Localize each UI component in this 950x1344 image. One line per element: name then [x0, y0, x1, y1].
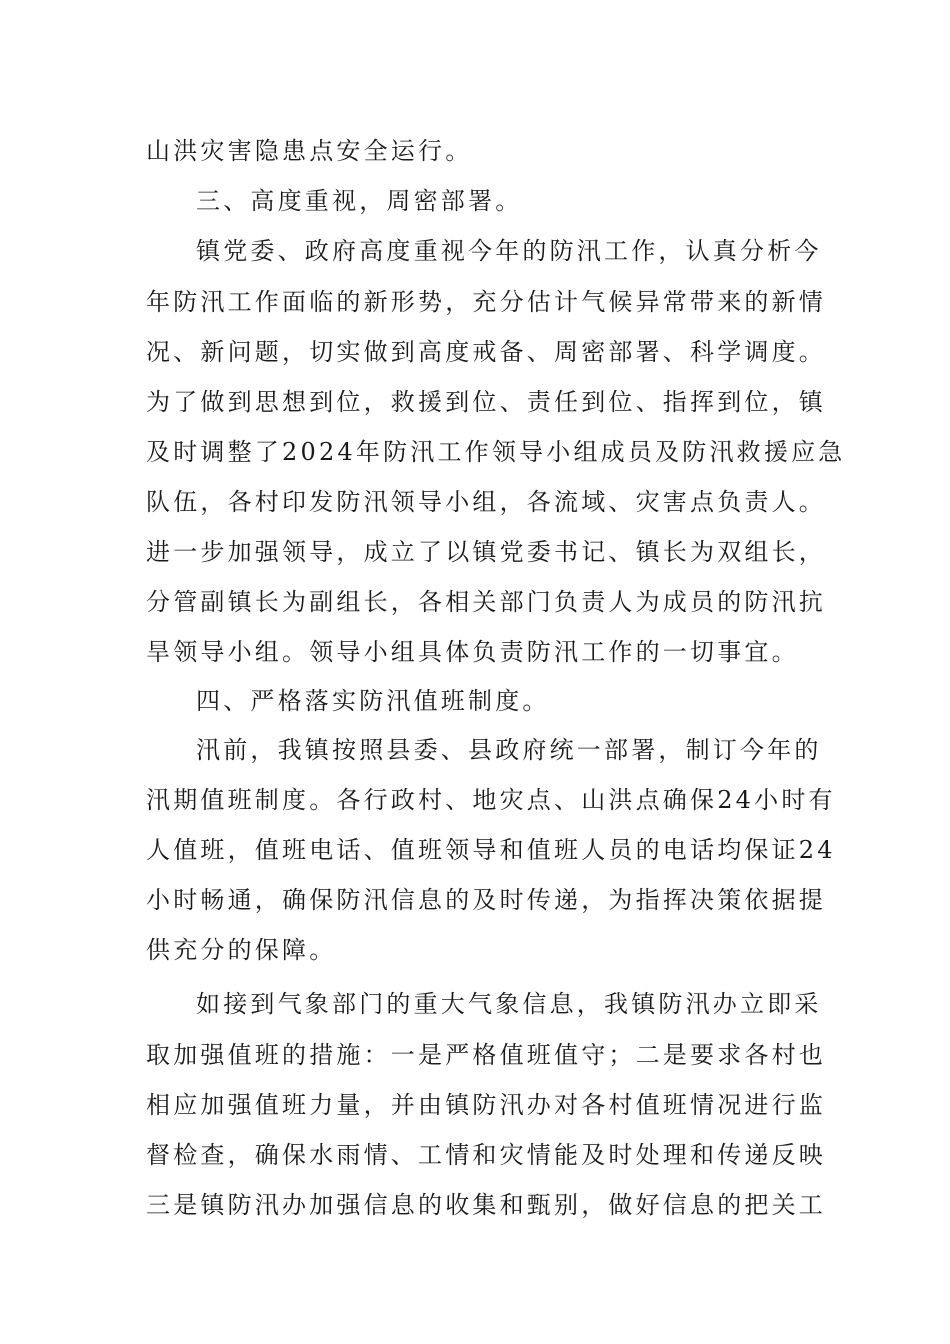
text-line: 进一步加强领导，成立了以镇党委书记、镇长为双组长， [146, 538, 826, 566]
text-line: 相应加强值班力量，并由镇防汛办对各村值班情况进行监 [146, 1091, 826, 1119]
text-line: 供充分的保障。 [146, 936, 337, 964]
text-line: 取加强值班的措施：一是严格值班值守；二是要求各村也 [146, 1041, 826, 1069]
section-heading: 四、严格落实防汛值班制度。 [196, 687, 550, 715]
text-line: 分管副镇长为副组长，各相关部门负责人为成员的防汛抗 [146, 588, 826, 616]
text-line: 督检查，确保水雨情、工情和灾情能及时处理和传递反映 [146, 1141, 826, 1169]
text-line: 山洪灾害隐患点安全运行。 [146, 137, 473, 165]
text-line: 汛前，我镇按照县委、县政府统一部署，制订今年的 [196, 736, 822, 764]
text-line: 队伍，各村印发防汛领导小组，各流域、灾害点负责人。 [146, 488, 826, 516]
text-line: 三是镇防汛办加强信息的收集和甄别，做好信息的把关工 [146, 1191, 826, 1219]
text-line: 况、新问题，切实做到高度戒备、周密部署、科学调度。 [146, 338, 826, 366]
text-line: 及时调整了2024年防汛工作领导小组成员及防汛救援应急 [146, 438, 846, 466]
text-line: 镇党委、政府高度重视今年的防汛工作，认真分析今 [196, 237, 822, 265]
text-line: 小时畅通，确保防汛信息的及时传递，为指挥决策依据提 [146, 886, 826, 914]
section-heading: 三、高度重视，周密部署。 [196, 187, 523, 215]
text-line: 汛期值班制度。各行政村、地灾点、山洪点确保24小时有 [146, 786, 836, 814]
text-line: 为了做到思想到位，救援到位、责任到位、指挥到位，镇 [146, 388, 826, 416]
text-line: 旱领导小组。领导小组具体负责防汛工作的一切事宜。 [146, 638, 799, 666]
text-line: 人值班，值班电话、值班领导和值班人员的电话均保证24 [146, 836, 836, 864]
text-line: 年防汛工作面临的新形势，充分估计气候异常带来的新情 [146, 288, 826, 316]
text-line: 如接到气象部门的重大气象信息，我镇防汛办立即采 [196, 990, 822, 1018]
